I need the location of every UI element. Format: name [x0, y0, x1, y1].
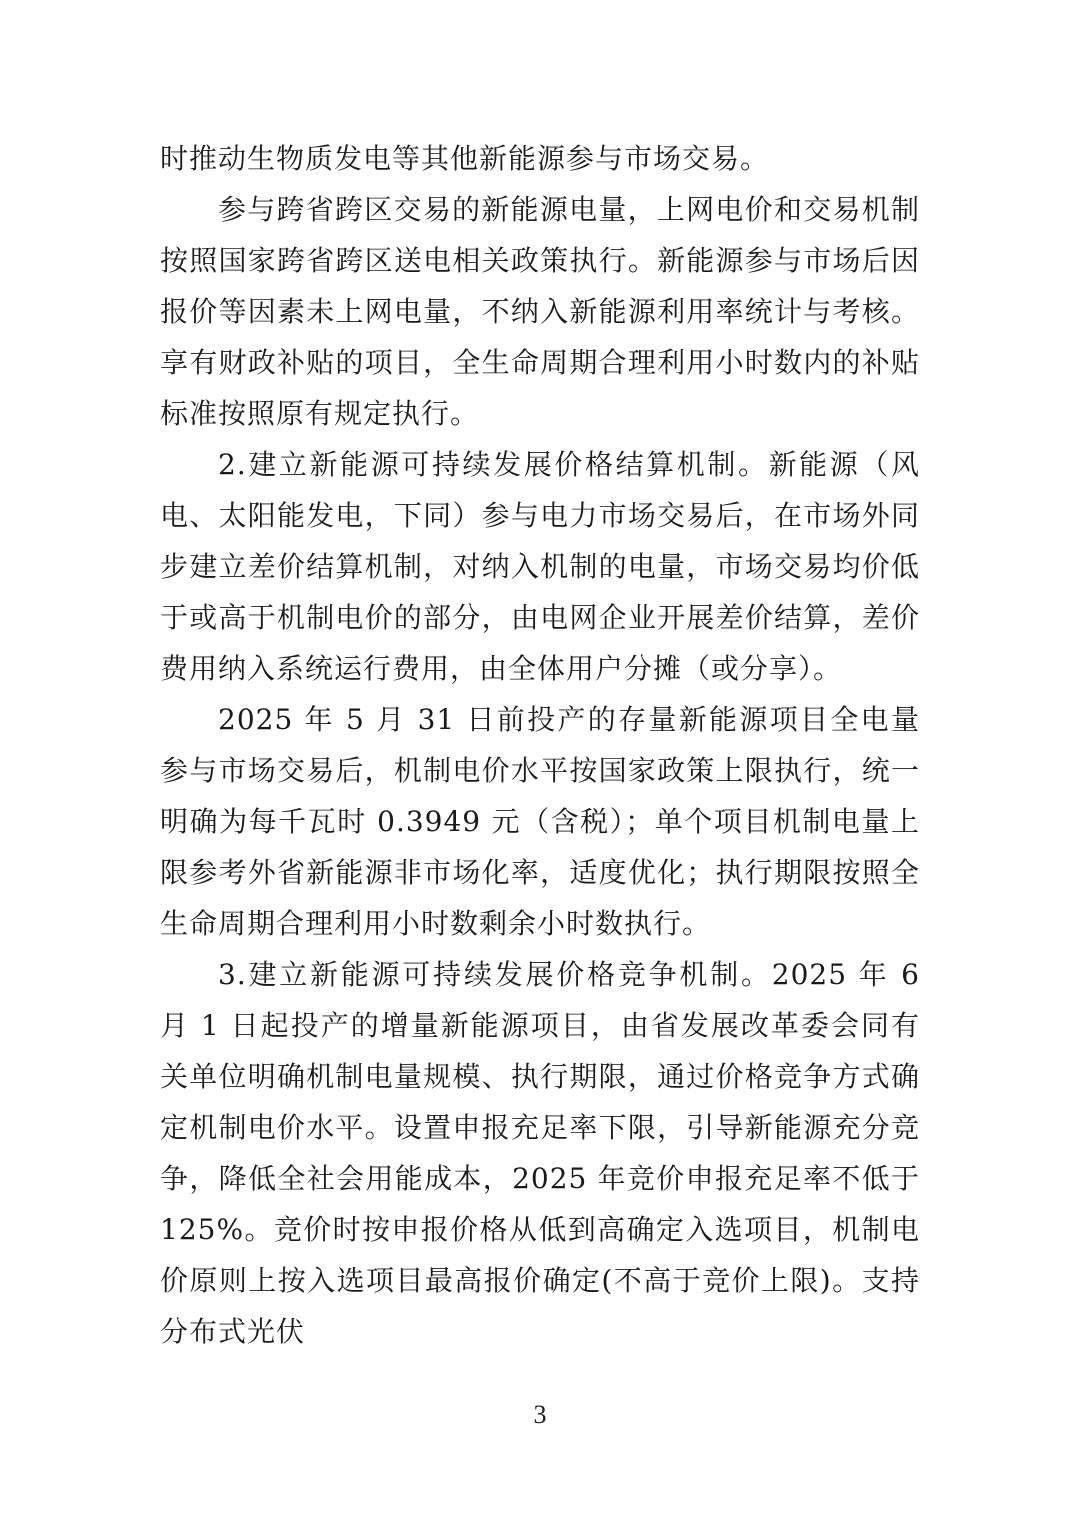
document-body — [160, 133, 920, 1357]
paragraph-5: 3.建立新能源可持续发展价格竞争机制。2025 年 6 月 1 日起投产的增量新能源项目，由省发展改革委会同有关单位明确机制电量规模、执行期限，通过价格竞争方式确定机制电价水平。设置申报充足率下限，引导新能源充分竞争，降低全社会用能成本，2025 年竞价申报充足率不低于 125%。竞价时按申报价格从低到高确定入选项目，机制电价原则上按入选项目最高报价确定(不高于竞价上限)。支持分布式光伏 — [160, 958, 920, 1348]
paragraph-4: 2025 年 5 月 31 日前投产的存量新能源项目全电量参与市场交易后，机制电价水平按国家政策上限执行，统一明确为每千瓦时 0.3949 元（含税）；单个项目机制电量上限参考外省新能源非市场化率，适度优化；执行期限按照全生命周期合理利用小时数剩余小时数执行。 — [160, 703, 920, 940]
paragraph-2: 参与跨省跨区交易的新能源电量，上网电价和交易机制按照国家跨省跨区送电相关政策执行。新能源参与市场后因报价等因素未上网电量，不纳入新能源利用率统计与考核。享有财政补贴的项目，全生命周期合理利用小时数内的补贴标准按照原有规定执行。 — [160, 193, 920, 430]
paragraph-3: 2.建立新能源可持续发展价格结算机制。新能源（风电、太阳能发电，下同）参与电力市场交易后，在市场外同步建立差价结算机制，对纳入机制的电量，市场交易均价低于或高于机制电价的部分，由电网企业开展差价结算，差价费用纳入系统运行费用，由全体用户分摊（或分享）。 — [160, 448, 920, 685]
paragraph-1: 时推动生物质发电等其他新能源参与市场交易。 — [160, 142, 770, 175]
page-number: 3 — [533, 1400, 547, 1429]
